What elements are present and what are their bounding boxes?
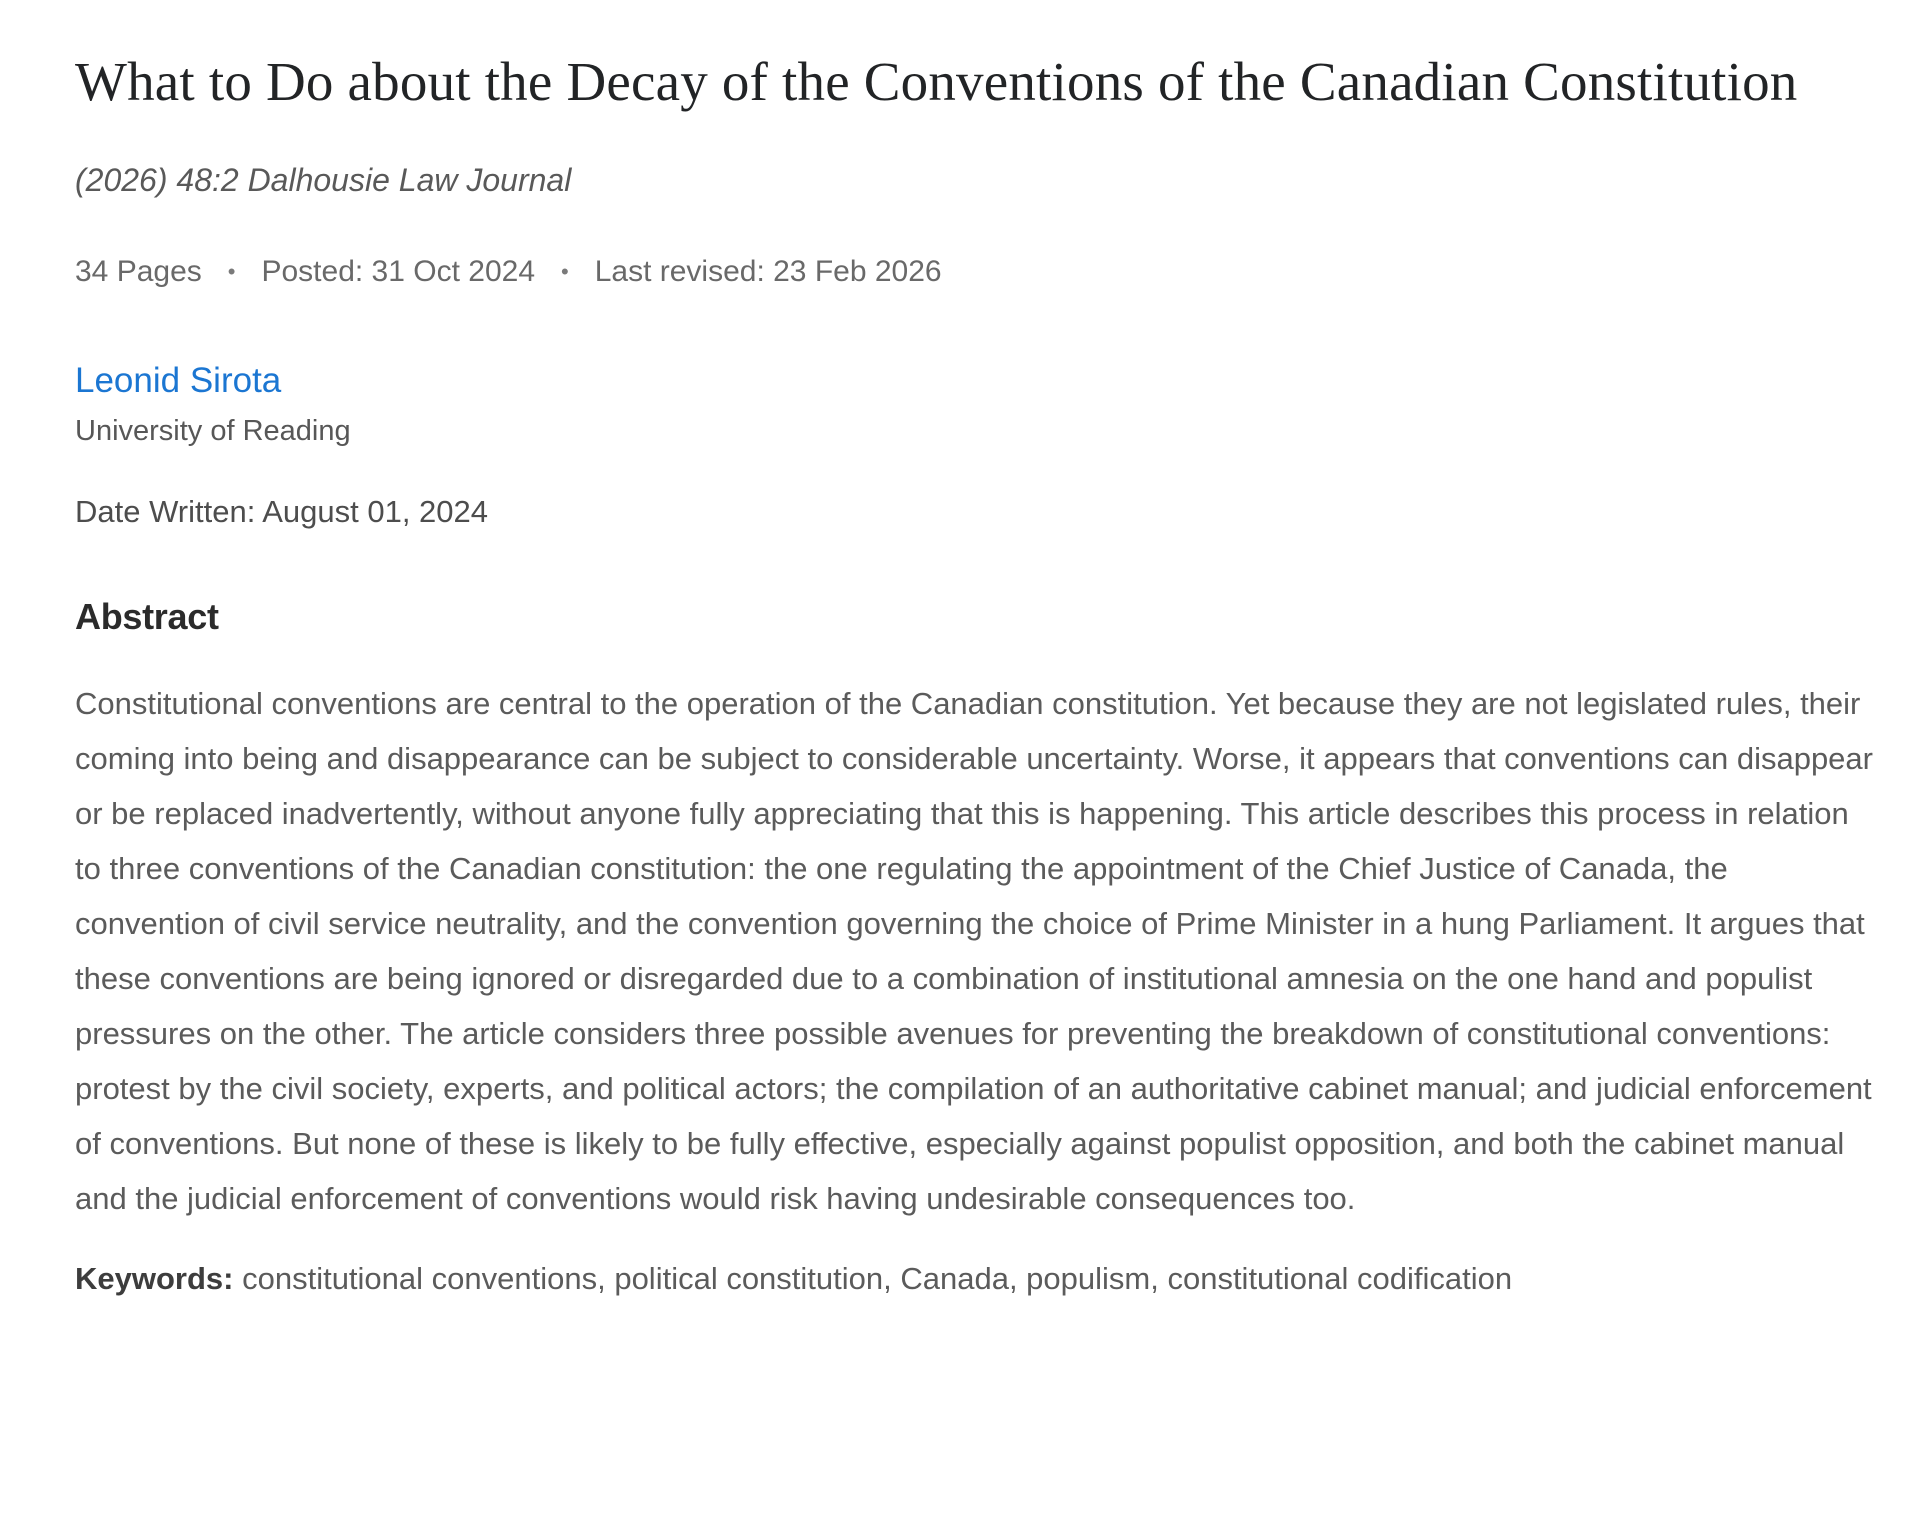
abstract-text: Constitutional conventions are central to the operation of the Canadian constitution. Yet because they are not legislated rules, their coming into being and disappearance can be subject to considerable uncertainty. Worse, it appears that conventions can disappear or be replaced inadvertently, without anyone fully appreciating that this is happening. This article describes this process in relation to three conventions of the Canadian constitution: the one regulating the appointment of the Chief Justice of Canada, the convention of civil service neutrality, and the convention governing the choice of Prime Minister in a hung Parliament. It argues that these conventions are being ignored or disregarded due to a combination of institutional amnesia on the one hand and populist pressures on the other. The article considers three possible avenues for preventing the breakdown of constitutional conventions: protest by the civil society, experts, and political actors; the compilation of an authoritative cabinet manual; and judicial enforcement of conventions. But none of these is likely to be fully effective, especially against populist opposition, and both the cabinet manual and the judicial enforcement of conventions would risk having undesirable consequences too.	[75, 686, 1873, 1217]
keywords-label: Keywords:	[75, 1261, 234, 1297]
date-written: Date Written: August 01, 2024	[75, 494, 489, 530]
bullet-separator-icon: •	[561, 259, 569, 285]
abstract-heading: Abstract	[75, 596, 219, 638]
author-affiliation: University of Reading	[75, 415, 351, 448]
author-name-link[interactable]: Leonid Sirota	[75, 361, 282, 401]
author-block	[75, 361, 1874, 448]
keywords-line	[75, 1254, 1874, 1304]
journal-citation: (2026) 48:2 Dalhousie Law Journal	[75, 162, 572, 199]
paper-title: What to Do about the Decay of the Conventions of the Canadian Constitution	[75, 51, 1798, 112]
bullet-separator-icon: •	[227, 259, 236, 285]
posted-date: Posted: 31 Oct 2024	[261, 255, 535, 289]
keywords-text: constitutional conventions, political constitution, Canada, populism, constitutional codification	[233, 1261, 1513, 1297]
page-count: 34 Pages	[75, 255, 202, 289]
last-revised-date: Last revised: 23 Feb 2026	[594, 255, 942, 289]
paper-meta-row	[75, 255, 1874, 289]
